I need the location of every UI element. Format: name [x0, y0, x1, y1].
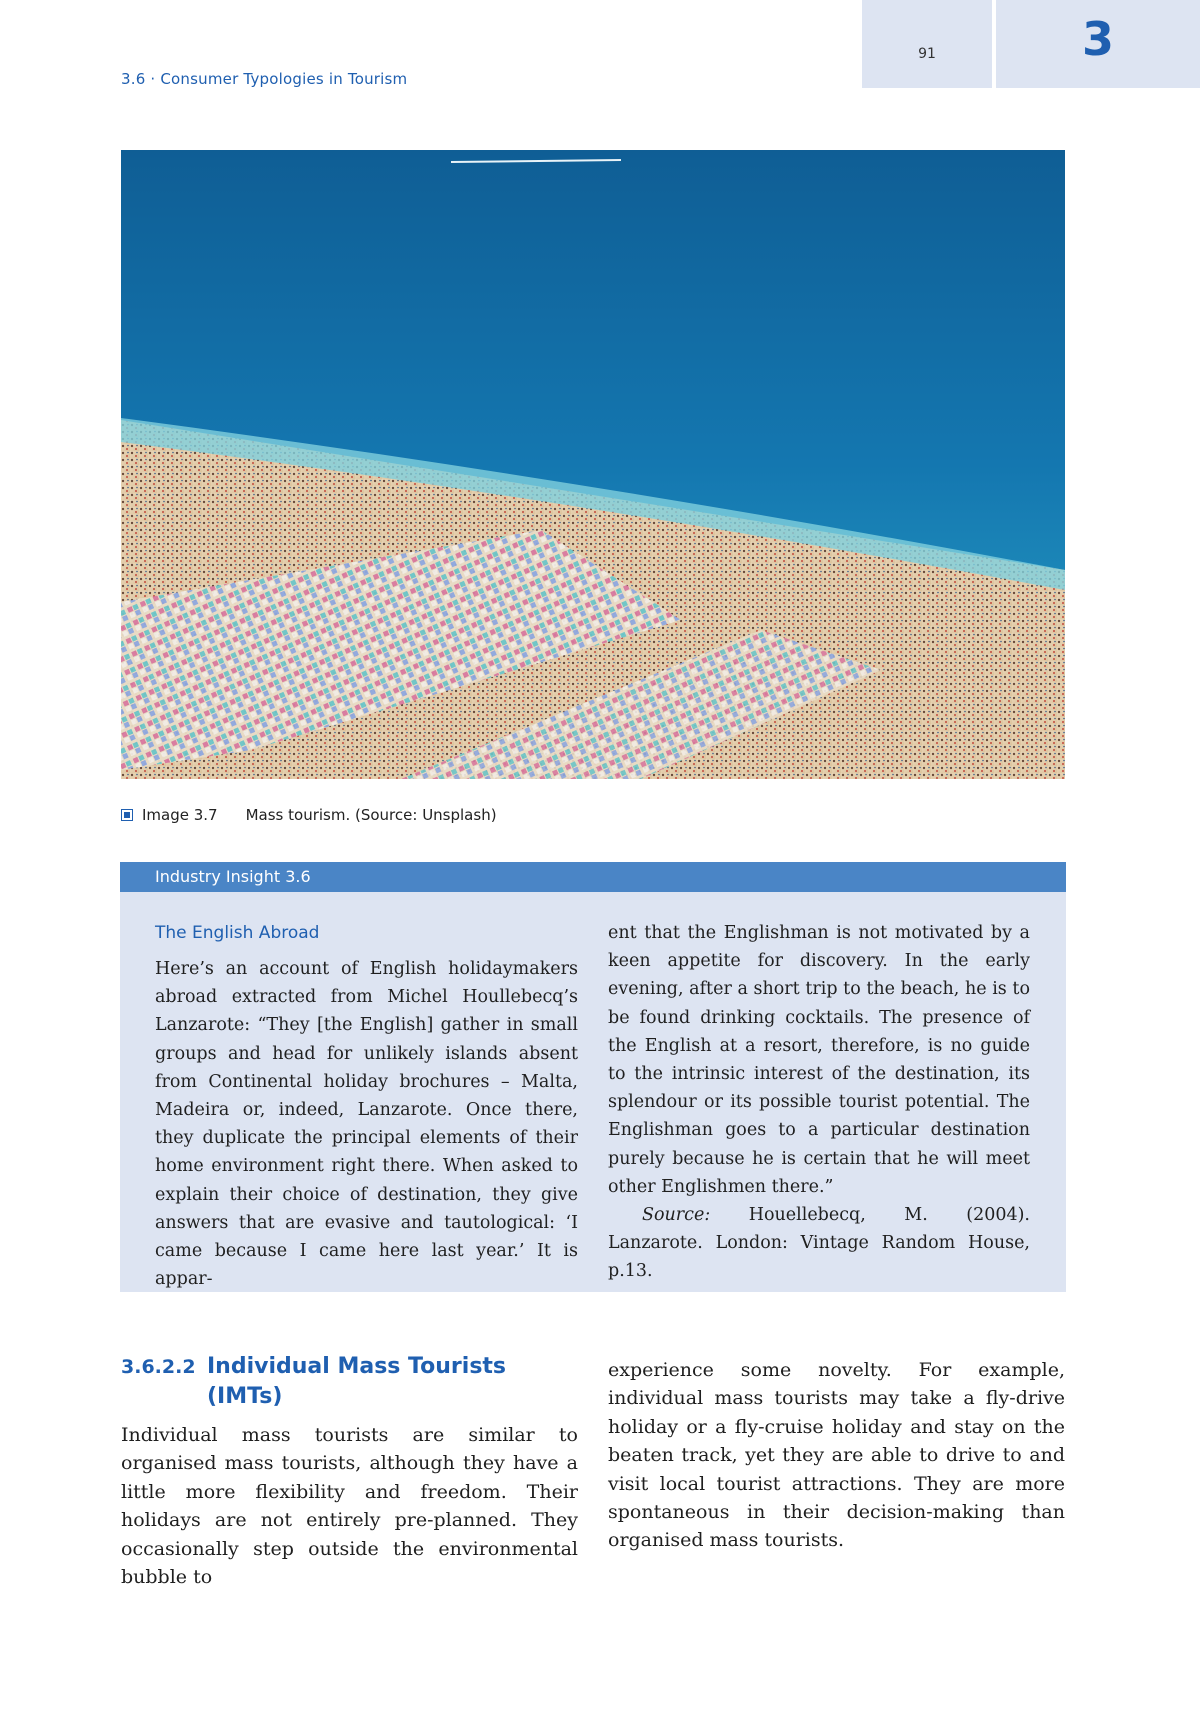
- beach-photo: [121, 150, 1065, 779]
- insight-column-left: [155, 955, 578, 1293]
- body-paragraph: Individual mass tourists are similar to organised mass tourists, although they have a little more flexibility and freedom. Their holidays are not entirely pre-planned. They occasionally step outside the environmental bubble to: [121, 1424, 578, 1589]
- running-head: 3.6 · Consumer Typologies in Tourism: [121, 70, 408, 88]
- figure-label: Image 3.7: [142, 806, 218, 824]
- body-paragraph-continued: experience some novelty. For example, individual mass tourists may take a fly-drive holiday or a fly-cruise holiday and stay on the beaten track, yet they are able to drive to and visit local tourist attractions. They are more spontaneous in their decision-making than organised mass tourists.: [608, 1359, 1065, 1552]
- figure-caption: [121, 806, 497, 824]
- insight-column-right: [608, 919, 1030, 1286]
- insight-title: Industry Insight 3.6: [155, 867, 311, 886]
- page-number: 91: [918, 46, 936, 62]
- insight-heading: The English Abroad: [155, 923, 320, 943]
- caption-marker-icon: [121, 809, 133, 821]
- figure-caption-text: Mass tourism. (Source: Unsplash): [245, 806, 497, 824]
- body-column-right: [608, 1356, 1065, 1555]
- section-number: 3.6.2.2: [121, 1356, 196, 1378]
- body-column-left: [121, 1421, 578, 1591]
- chapter-number: 3: [1081, 12, 1114, 66]
- insight-header-bar: [120, 862, 1066, 892]
- insight-source: [608, 1201, 1030, 1286]
- section-title: Individual Mass Tourists (IMTs): [207, 1354, 507, 1409]
- insight-paragraph-continued: ent that the Englishman is not motivated by a keen appetite for discovery. In the early evening, after a short trip to the beach, he is to be found drinking cocktails. The presence of the English at a resort, therefore, is no guide to the intrinsic interest of the destination, its splendour or its possible tourist potential. The Englishman goes to a particular destination purely because he is certain that he will meet other Englishmen there.”: [608, 923, 1030, 1197]
- chapter-tab: [996, 0, 1200, 88]
- source-citation: Houellebecq, M. (2004). Lanzarote. London: Vintage Random House, p.13.: [608, 1205, 1030, 1282]
- source-label: Source:: [642, 1205, 711, 1226]
- insight-paragraph: Here’s an account of English holidaymakers abroad extracted from Michel Houllebecq’s Lanzarote: “They [the English] gather in small groups and head for unlikely islands absent from Continental holiday brochures – Malta, Madeira or, indeed, Lanzarote. Once there, they duplicate the principal elements of their home environment right there. When asked to explain their choice of destination, they give answers that are evasive and tautological: ‘I came because I came here last year.’ It is appar-: [155, 959, 578, 1290]
- page-number-box: [862, 0, 992, 88]
